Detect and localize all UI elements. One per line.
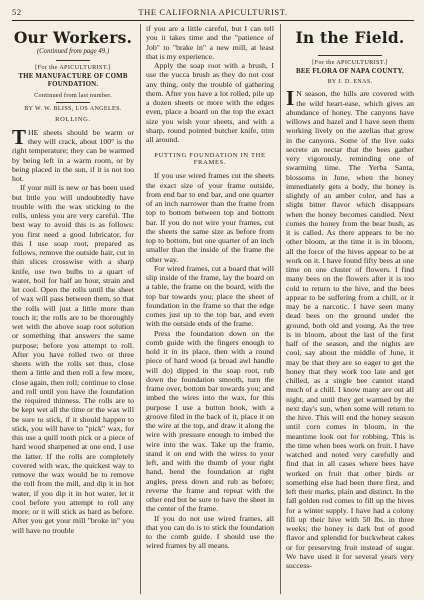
paragraph: If your mill is new or has been used but little you will undoubtedly have trouble with the wax sticking to the rolls, unless you are very careful. The best way to avoid this is as follows: you first need a good lubricator, for this I use soap root, prepared as follows, remove the outside hair, cut in thin slices crosswise with a sharp knife, use two bulbs to a quart of water, boil for half an hour, strain and let cool. Open the rolls until the sheet of wax will pass between them, so that the rolls will just a little more than touch it; the rolls are to be thoroughly wet with the above soap root solution or something that answers the same purpose; before you attempt to roll. After you have rolled two or three sheets with the rolls set thus, close them a little and then roll a few more, close again, then roll; continue to close and roll until you have the foundation the required thinness. The rolls are to be kept wet all the time or the wax will be sure to stick, if it should happen to stick, you will have to "pick" wax, for this use a quill tooth pick or a piece of hard wood sharpened at one end, I use the latter. If the rolls are completely covered with wax, the quickest way to remove the wax would be to remove the roll from the mill, and dip it in hot water, if you dip it in hot water, let it cool before you attempt to roll any more; or it will stick as hard as before. After you get your mill "broke in" you will have no trouble <box>12 183 134 535</box>
page-number: 52 <box>12 7 22 17</box>
column-divider <box>140 24 141 594</box>
column-divider <box>280 24 281 594</box>
columns <box>12 24 414 594</box>
paragraph <box>12 124 134 184</box>
article-title: THE MANUFACTURE OF COMB FOUNDATION. <box>18 73 128 89</box>
paragraph-text: N season, the hills are covered with the wild heart-ease, which gives an abundance of honey. The canyons have willows and hazel and I have seen them working lively on the azelias that grow in the canyons. Some of the live oaks secrete an nectar that the bees gather very vigorously, reminding one of swarming time. The Yerba Santa, blossoms in June, when the honey immediately gets a body, the honey is slightly of an amber color, and has a slight bitter flavor which disappears when the honey becomes candied. Next comes the honey from the bear bush, as it is called. As there appears to be no other bloom, at the time it is in bloom, all the force of the hives appear to be at work on it. I have found fifty bees at one time on one cluster of flowers. I find many bees on the flowers after it is too cold to return to the hive, and the bees appear to be suffering from a chill, or it may be a narcotic. I have seen many dead bees on the ground under the ground, both old and young. As the tree is in bloom, about the last of the first half of the season, and the nights are cool, say about the middle of June, it may be that they are so eager to get the honey that they work too late and get chilled, as a single bee cannot stand much of a chill. I know many are out all night, and until they get warmed by the next day's sun, when some will return to the hive. This will end the honey season until corn comes in bloom, in the meantime look out for robbing. This is the time when bees work on fruit. I have watched and noted very carefully and find that in all cases where bees have worked on fruit that other birds or something else had been there first, and left their marks, plain and distinct. In the fall golden rod comes to fill up the hives for a winter supply. I have had a colony fill up their hive with 50 lbs. in three weeks; the honey is dark but of good flavor and splendid for buckwheat cakes or for preserving fruit instead of sugar. We have used it for several years very success- <box>286 89 414 571</box>
section-heading: ROLLING. <box>55 115 91 123</box>
continued-note: (Continued from page 49.) <box>36 48 110 55</box>
column-middle <box>146 24 274 594</box>
page <box>12 6 414 596</box>
paragraph: Press the foundation down on the comb guide with the fingers enough to hold it in its place, then with a round piece of hard wood (a broad awl handle will do) dipped in the soap root, rub down the foundation smooth, turn the frame over, bottom bar towards you; and imbed the wires into the wax, for this purpose I use a button hook, with a groove filed in the back of it, place it on the wire at the top, and draw it along the wire with pressure enough to imbed the wire into the wax. Take up the frame, stand it on end with the wires to your left, and with the thumb of your right hand, bend the foundation at right angles, press down and rub as before; reverse the frame and repeat with the other end but be sure to have the sheet in the center of the frame. <box>146 328 274 514</box>
paragraph <box>286 86 414 571</box>
article-tag: [For the APICULTURIST.] <box>312 59 388 66</box>
section-title: Our Workers. <box>13 28 133 47</box>
continued-from: Continued from last number. <box>34 91 112 99</box>
running-head <box>12 6 414 21</box>
paragraph-text: HE sheets should be warm or they will crack, about 100° is the right temperature; they can be warmed by being left in a warm room, or by being placed in the sun, if it is not too hot. <box>12 127 134 184</box>
paragraph: If you do not use wired frames, all that you can do is to stick the foundation to the comb guide. I should use the wired frames by all means. <box>146 513 274 551</box>
paragraph: For wired frames, cut a board that will slip inside of the frame, lay the board on a table, the frame on the board, with the top bar towards you; place the sheet of foundation in the frame so that the edge comes just up to the top bar, and even with the outside ends of the frame. <box>146 263 274 329</box>
drop-cap: I <box>286 86 295 111</box>
divider <box>56 60 90 61</box>
column-left <box>12 24 134 594</box>
article-tag: [For the APICULTURIST.] <box>35 64 111 71</box>
paragraph: If you use wired frames cut the sheets the exact size of your frame outside, from end bar to end bar, and one quarter of an inch narrower than the frame from top to bottom between top and bottom bar. If you do not wire your frames, cut the sheets the same size as before from top to bottom, but one quarter of an inch smaller than the inside of the frame the other way. <box>146 171 274 264</box>
section-title: In the Field. <box>295 28 405 47</box>
byline: BY W. W. BLISS, LOS ANGELES. <box>24 105 122 112</box>
column-right <box>286 24 414 594</box>
byline: BY J. D. ENAS. <box>327 79 373 86</box>
section-heading: PUTTING FOUNDATION IN THE FRAMES. <box>154 152 266 167</box>
paragraph: if you are a little careful, but I can tell you it takes time and the "patience of Job" to "brake in" a new mill, at least that is my experience. <box>146 24 274 61</box>
drop-cap: T <box>12 124 27 149</box>
journal-title: THE CALIFORNIA APICULTURIST. <box>138 7 288 17</box>
divider <box>318 55 382 56</box>
paragraph: Apply the soap root with a brush, I use the yucca brush as they do not cost any thing, only the trouble of gathering them. After you have a lot rolled, pile up a dozen sheets or more with the edges even, place a board on the top the exact size you wish your sheets, and with a sharp, round pointed butcher knife, trim all around. <box>146 61 274 144</box>
article-title: BEE FLORA OF NAPA COUNTY. <box>296 68 404 75</box>
divider <box>56 102 90 103</box>
